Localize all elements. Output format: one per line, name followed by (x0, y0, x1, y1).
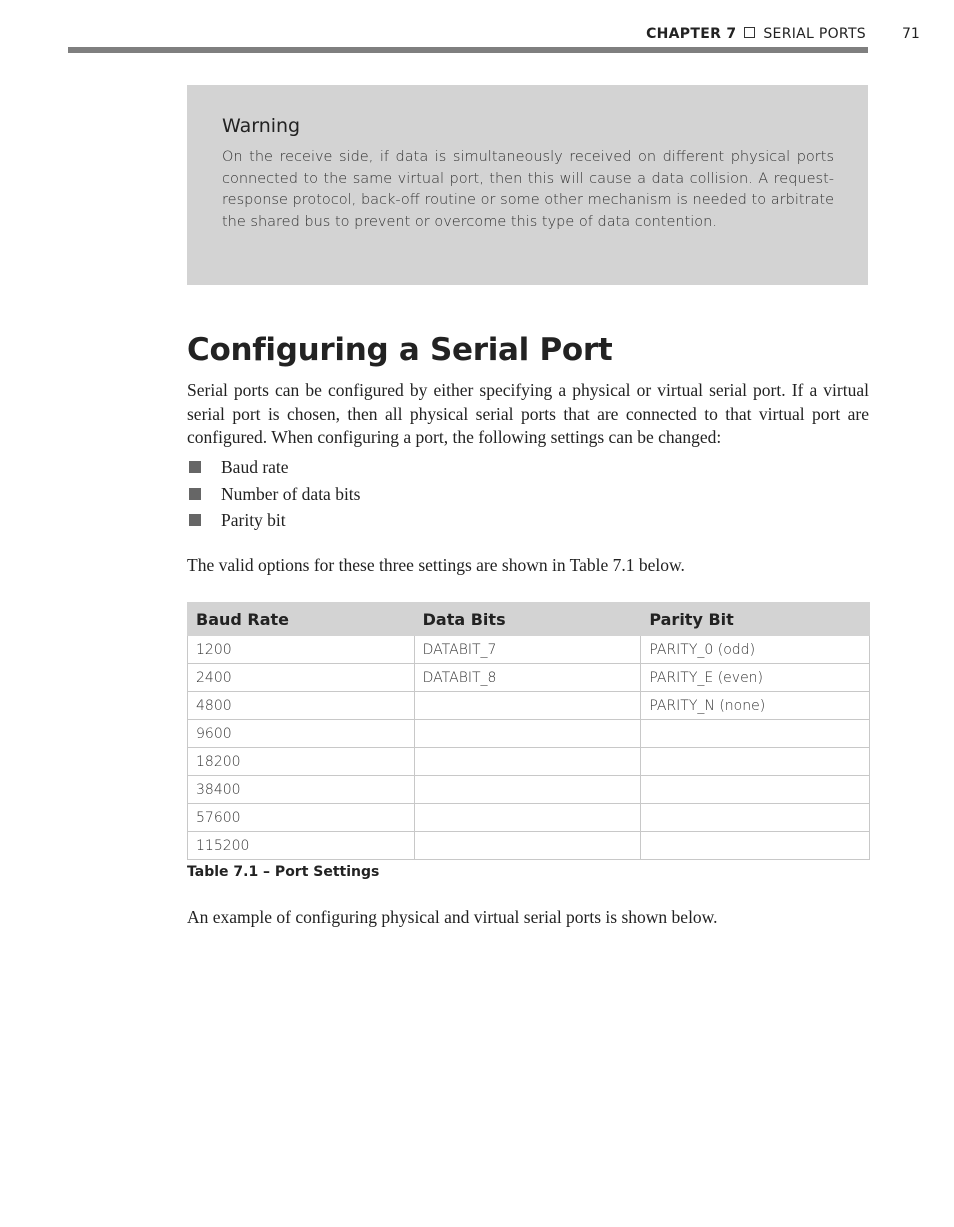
table-row (188, 748, 870, 776)
table-cell (414, 832, 641, 860)
table-row (188, 776, 870, 804)
table-header-row (188, 603, 870, 636)
bullet-square-icon (189, 461, 201, 473)
list-item: Baud rate (187, 455, 360, 482)
intro-paragraph: Serial ports can be configured by either specifying a physical or virtual serial port. If a virtual serial port is chosen, then all physical serial ports that are connected to that virtual port are configured. When configuring a port, the following settings can be changed: (187, 380, 869, 447)
column-header: Baud Rate (188, 603, 415, 636)
section-title: Configuring a Serial Port (187, 332, 613, 368)
table-intro-paragraph: The valid options for these three settings are shown in Table 7.1 below. (187, 555, 685, 575)
table-cell: 4800 (188, 692, 415, 720)
table-cell (414, 776, 641, 804)
settings-list (187, 455, 360, 535)
header-section: SERIAL PORTS (763, 26, 866, 42)
table-row (188, 636, 870, 664)
table-cell: 57600 (188, 804, 415, 832)
table-cell: PARITY_E (even) (641, 664, 870, 692)
warning-title: Warning (222, 115, 301, 137)
table-cell: DATABIT_8 (414, 664, 641, 692)
table-cell (414, 692, 641, 720)
column-header: Data Bits (414, 603, 641, 636)
list-item: Number of data bits (187, 482, 360, 509)
header-rule (68, 47, 868, 53)
warning-text: On the receive side, if data is simultaneously received on different physical ports connected to the same virtual port, then this will cause a data collision. A request-response protocol, back-off routine or some other mechanism is needed to arbitrate the shared bus to prevent or overcome this type of data contention. (222, 149, 834, 230)
bullet-square-icon (189, 488, 201, 500)
page-number: 71 (902, 26, 920, 42)
table-row (188, 720, 870, 748)
table-cell (414, 804, 641, 832)
table-row (188, 664, 870, 692)
header-chapter: CHAPTER 7 (646, 26, 737, 42)
table-cell: DATABIT_7 (414, 636, 641, 664)
table-cell: PARITY_0 (odd) (641, 636, 870, 664)
table-cell: 115200 (188, 832, 415, 860)
table-cell (641, 720, 870, 748)
table-cell: 2400 (188, 664, 415, 692)
table-cell (414, 748, 641, 776)
closing-paragraph: An example of configuring physical and virtual serial ports is shown below. (187, 907, 718, 927)
table-cell (641, 748, 870, 776)
column-header: Parity Bit (641, 603, 870, 636)
warning-box (187, 85, 868, 285)
table-cell (641, 804, 870, 832)
table-cell: PARITY_N (none) (641, 692, 870, 720)
table-cell: 1200 (188, 636, 415, 664)
table-cell (641, 776, 870, 804)
table-cell: 38400 (188, 776, 415, 804)
running-header (68, 0, 868, 54)
table-row (188, 692, 870, 720)
header-title (646, 26, 866, 42)
table-row (188, 832, 870, 860)
bullet-square-icon (189, 514, 201, 526)
square-separator-icon (744, 27, 755, 38)
list-item: Parity bit (187, 508, 360, 535)
table-cell: 18200 (188, 748, 415, 776)
table-cell (414, 720, 641, 748)
table-cell (641, 832, 870, 860)
port-settings-table (187, 602, 870, 860)
table-cell: 9600 (188, 720, 415, 748)
table-caption: Table 7.1 – Port Settings (187, 864, 380, 880)
table-row (188, 804, 870, 832)
